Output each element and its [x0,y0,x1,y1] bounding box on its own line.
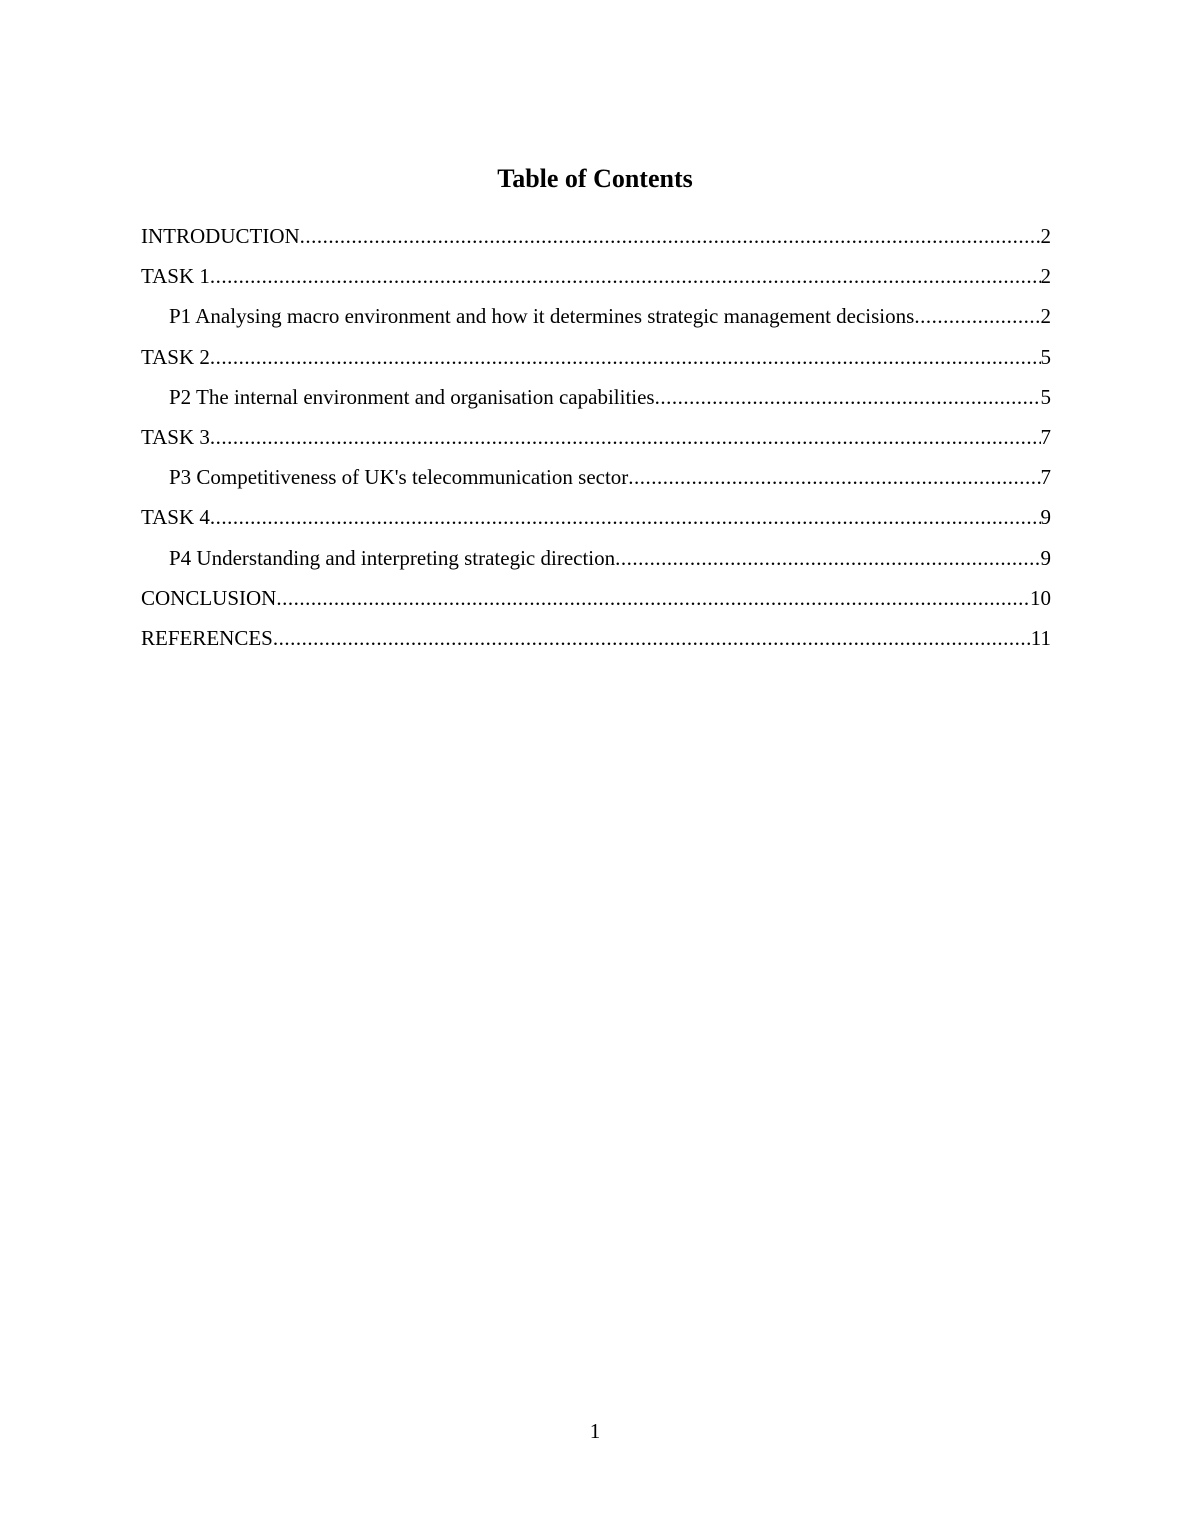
toc-dot-leader [300,220,1041,252]
toc-entry-label: TASK 1 [141,264,210,289]
toc-entry-page: 5 [1040,384,1051,409]
toc-entry-conclusion[interactable] [141,582,1051,622]
toc-entry-task-3[interactable] [141,421,1051,461]
toc-entry-label: P4 Understanding and interpreting strategic direction [169,545,616,570]
toc-entry-page: 10 [1030,585,1051,610]
toc-entry-p3[interactable] [141,461,1051,501]
toc-entry-task-4[interactable] [141,501,1051,541]
toc-entry-page: 7 [1040,465,1051,490]
toc-entry-introduction[interactable] [141,220,1051,260]
toc-dot-leader [655,381,1041,413]
toc-entry-page: 9 [1040,505,1051,530]
toc-entry-page: 9 [1040,545,1051,570]
toc-entry-label: P3 Competitiveness of UK's telecommunication sector [169,465,629,490]
toc-entry-label: INTRODUCTION [141,224,300,248]
toc-entry-label: TASK 2 [141,344,210,369]
toc-entry-label: P2 The internal environment and organisation capabilities [169,384,655,409]
toc-dot-leader [628,461,1040,493]
toc-dot-leader [210,421,1041,453]
toc-entry-p4[interactable] [141,542,1051,582]
toc-dot-leader [210,341,1041,373]
toc-dot-leader [273,622,1031,654]
toc-entry-page: 11 [1030,625,1051,650]
toc-entry-p1[interactable] [141,300,1051,340]
toc-title: Table of Contents [497,164,693,193]
toc-dot-leader [210,501,1041,533]
toc-entry-label: TASK 3 [141,424,210,449]
toc-entry-page: 7 [1040,424,1051,449]
toc-dot-leader [914,300,1040,332]
toc-entry-label: TASK 4 [141,505,210,530]
toc-dot-leader [615,542,1040,574]
toc-entry-task-1[interactable] [141,260,1051,300]
toc-entry-page: 2 [1040,224,1051,248]
toc-entry-p2[interactable] [141,381,1051,421]
toc-entry-page: 2 [1040,264,1051,289]
toc-dot-leader [210,260,1041,292]
toc-entry-page: 2 [1040,304,1051,329]
toc-entry-label: CONCLUSION [141,585,277,610]
toc-list [141,220,1051,662]
page-number: 1 [589,1419,601,1443]
toc-entry-label: P1 Analysing macro environment and how it determines strategic management decisions [169,304,915,329]
toc-entry-references[interactable] [141,622,1051,662]
toc-entry-label: REFERENCES [141,625,273,650]
toc-dot-leader [276,582,1030,614]
toc-entry-task-2[interactable] [141,341,1051,381]
toc-entry-page: 5 [1040,344,1051,369]
